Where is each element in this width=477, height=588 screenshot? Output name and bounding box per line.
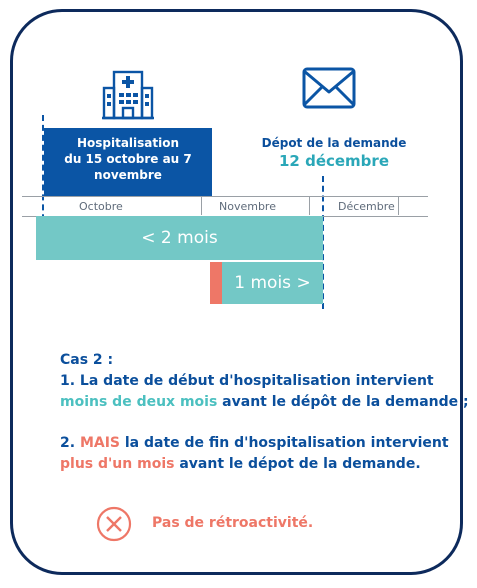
case-coral-highlight: plus d'un mois bbox=[60, 456, 175, 472]
case-line-1: 1. La date de début d'hospitalisation intervient bbox=[60, 373, 434, 389]
depot-date: 12 décembre bbox=[278, 152, 389, 170]
case-p2-num: 2. bbox=[60, 435, 80, 451]
bar-one-month-label: 1 mois > bbox=[234, 273, 311, 293]
month-decembre: Décembre bbox=[338, 200, 395, 213]
depot-title: Dépot de la demande bbox=[261, 136, 407, 150]
case-line-2-rest: avant le dépôt de la demande ; bbox=[217, 394, 469, 410]
hospitalisation-line2: du 15 octobre au 7 bbox=[64, 152, 192, 166]
case-line-3-rest: la date de fin d'hospitalisation intervient bbox=[120, 435, 449, 451]
timeline-tick bbox=[309, 197, 310, 215]
month-novembre: Novembre bbox=[219, 200, 276, 213]
case-line-4-rest: avant le dépot de la demande. bbox=[174, 456, 421, 472]
case-teal-highlight: moins de deux mois bbox=[60, 394, 218, 410]
timeline-tick bbox=[201, 197, 202, 215]
bar-hospitalisation-end bbox=[210, 262, 222, 304]
bar-less-two-months-label: < 2 mois bbox=[141, 228, 218, 248]
x-circle-icon bbox=[96, 506, 132, 542]
month-octobre: Octobre bbox=[79, 200, 123, 213]
case-title: Cas 2 : bbox=[60, 352, 114, 368]
case-line-2 bbox=[60, 394, 469, 410]
case-mais: MAIS bbox=[79, 435, 120, 451]
timeline-tick bbox=[398, 197, 399, 215]
envelope-icon bbox=[301, 66, 357, 110]
hospitalisation-line1: Hospitalisation bbox=[76, 136, 180, 150]
hospitalisation-line3: novembre bbox=[94, 168, 162, 182]
case-line-4 bbox=[60, 456, 421, 472]
hospital-icon bbox=[100, 66, 156, 122]
case-line-3 bbox=[60, 435, 449, 451]
hospitalisation-box bbox=[44, 128, 212, 196]
bar-one-month bbox=[222, 262, 323, 304]
bar-less-two-months bbox=[36, 216, 323, 260]
no-retroactivity-label: Pas de rétroactivité. bbox=[152, 515, 314, 531]
